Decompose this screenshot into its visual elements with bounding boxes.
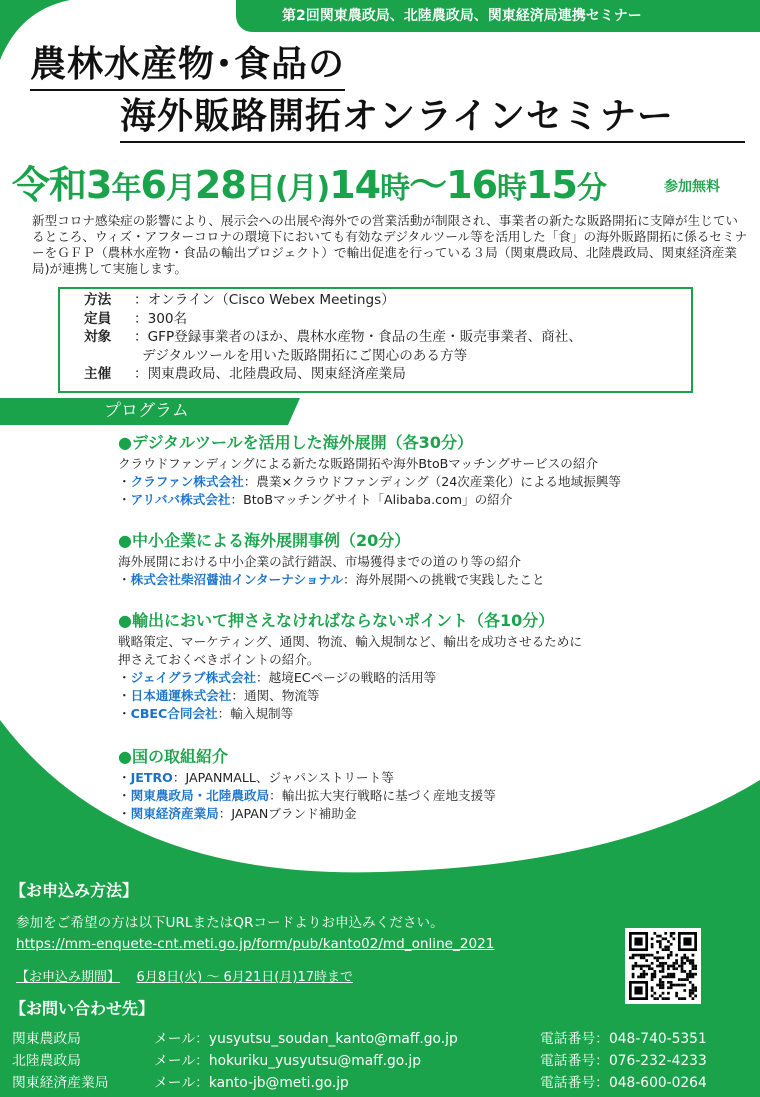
contact-row (12, 1028, 752, 1050)
talk-topic: ：JAPANブランド補助金 (218, 806, 357, 821)
event-info-box: 方法 ：オンライン（Cisco Webex Meetings） 定員 ：300名 対象 ：GFP登録事業者のほか、農林水産物・食品の生産・販売事業者、商社、 デジタルツールを用いた販路開拓にご関心のある方等 主催 ：関東農政局、北陸農政局、関東経済産業局 (58, 287, 693, 393)
talk-topic: ：通関、物流等 (231, 688, 320, 703)
free-admission-label: 参加無料 (664, 179, 720, 195)
contact-phone: 電話番号：048-600-0264 (540, 1075, 707, 1091)
talk-topic: ：越境ECページの戦略的活用等 (256, 670, 437, 685)
company-name: 日本通運株式会社 (130, 688, 232, 703)
contact-heading: 【お問い合わせ先】 (10, 999, 155, 1018)
program-section (118, 608, 582, 723)
section-description: 海外展開における中小企業の試行錯誤、市場獲得までの道のり等の紹介 (118, 554, 521, 569)
bullet: ・ (118, 474, 131, 489)
talk-topic: ：海外展開への挑戦で実践したこと (343, 572, 545, 587)
program-section (118, 528, 545, 589)
contact-org: 北陸農政局 (12, 1053, 81, 1069)
qr-code-icon (629, 932, 697, 1000)
bullet: ・ (118, 806, 131, 821)
speaker-item (118, 473, 621, 491)
apply-period: 【お申込み期間】 6月8日(火) ～ 6月21日(月)17時まで (16, 970, 353, 985)
bullet: ・ (118, 770, 131, 785)
speaker-item (118, 669, 582, 687)
company-name: CBEC合同会社 (130, 706, 218, 721)
speaker-item (118, 787, 496, 805)
program-section (118, 744, 496, 823)
contact-row (12, 1072, 752, 1094)
page-title-line1: 農林水産物･食品の (30, 36, 345, 91)
section-title: ●輸出において押さえなければならないポイント（各10分） (118, 611, 555, 630)
section-title: ●デジタルツールを活用した海外展開（各30分） (118, 433, 473, 452)
talk-topic: ：輸出拡大実行戦略に基づく産地支援等 (269, 788, 496, 803)
speaker-item (118, 491, 621, 509)
contact-phone: 電話番号：076-232-4233 (540, 1053, 707, 1069)
contact-email[interactable]: メール：kanto-jb@meti.go.jp (154, 1075, 349, 1091)
apply-url-link[interactable]: https://mm-enquete-cnt.meti.go.jp/form/pub/kanto02/md_online_2021 (16, 936, 495, 952)
section-description: クラウドファンディングによる新たな販路開拓や海外BtoBマッチングサービスの紹介 (118, 456, 599, 471)
bullet: ・ (118, 492, 131, 507)
company-name: アリババ株式会社 (130, 492, 231, 507)
bullet: ・ (118, 670, 131, 685)
contact-email[interactable]: メール：yusyutsu_soudan_kanto@maff.go.jp (154, 1031, 458, 1047)
company-name: 株式会社柴沼醤油インターナショナル (130, 572, 344, 587)
contact-phone: 電話番号：048-740-5351 (540, 1031, 707, 1047)
bullet: ・ (118, 788, 131, 803)
apply-text: 参加をご希望の方は以下URLまたはQRコードよりお申込みください。 (16, 915, 444, 931)
page-title-line2: 海外販路開拓オンラインセミナー (120, 88, 745, 143)
apply-heading: 【お申込み方法】 (10, 881, 139, 900)
section-title: ●中小企業による海外展開事例（20分） (118, 531, 411, 550)
series-banner: 第2回関東農政局、北陸農政局、関東経済局連携セミナー (236, 0, 760, 32)
talk-topic: ：輸入規制等 (217, 706, 294, 721)
company-name: 関東農政局・北陸農政局 (130, 788, 270, 803)
company-name: クラファン株式会社 (130, 474, 244, 489)
company-name: ジェイグラブ株式会社 (130, 670, 257, 685)
company-name: JETRO (130, 770, 173, 785)
section-description: 戦略策定、マーケティング、通関、物流、輸入規制など、輸出を成功させるために (118, 634, 582, 649)
contact-row (12, 1050, 752, 1072)
company-name: 関東経済産業局 (130, 806, 219, 821)
bullet: ・ (118, 572, 131, 587)
program-heading: プログラム (104, 401, 189, 421)
contact-email[interactable]: メール：hokuriku_yusyutsu@maff.go.jp (154, 1053, 421, 1069)
event-date: 令和3年6月28日(月)14時～16時15分 (12, 163, 606, 207)
talk-topic: ：JAPANMALL、ジャパンストリート等 (172, 770, 394, 785)
speaker-item (118, 705, 582, 723)
speaker-item (118, 805, 496, 823)
qr-code[interactable] (625, 928, 701, 1004)
bullet: ・ (118, 706, 131, 721)
speaker-item (118, 571, 545, 589)
contact-org: 関東農政局 (12, 1031, 81, 1047)
contact-org: 関東経済産業局 (12, 1075, 109, 1091)
talk-topic: ：BtoBマッチングサイト「Alibaba.com」の紹介 (230, 492, 513, 507)
intro-paragraph: 新型コロナ感染症の影響により、展示会への出展や海外での営業活動が制限され、事業者の新たな販路開拓に支障が生じているところ、ウィズ・アフターコロナの環境下においても有効なデジタルツール等を活用した「食」の海外販路開拓に係るセミナーをＧＦＰ（農林水産物・食品の輸出プロジェクト）で輸出促進を行っている３局（関東農政局、北陸農政局、関東経済産業局)が連携して実施します。 (32, 213, 748, 276)
talk-topic: ：農業×クラウドファンディング（24次産業化）による地域振興等 (243, 474, 621, 489)
speaker-item (118, 687, 582, 705)
contact-list (12, 1028, 752, 1094)
section-title: ●国の取組紹介 (118, 747, 228, 766)
bullet: ・ (118, 688, 131, 703)
speaker-item (118, 769, 496, 787)
section-description: 押さえておくべきポイントの紹介。 (118, 652, 320, 667)
program-section (118, 430, 621, 509)
